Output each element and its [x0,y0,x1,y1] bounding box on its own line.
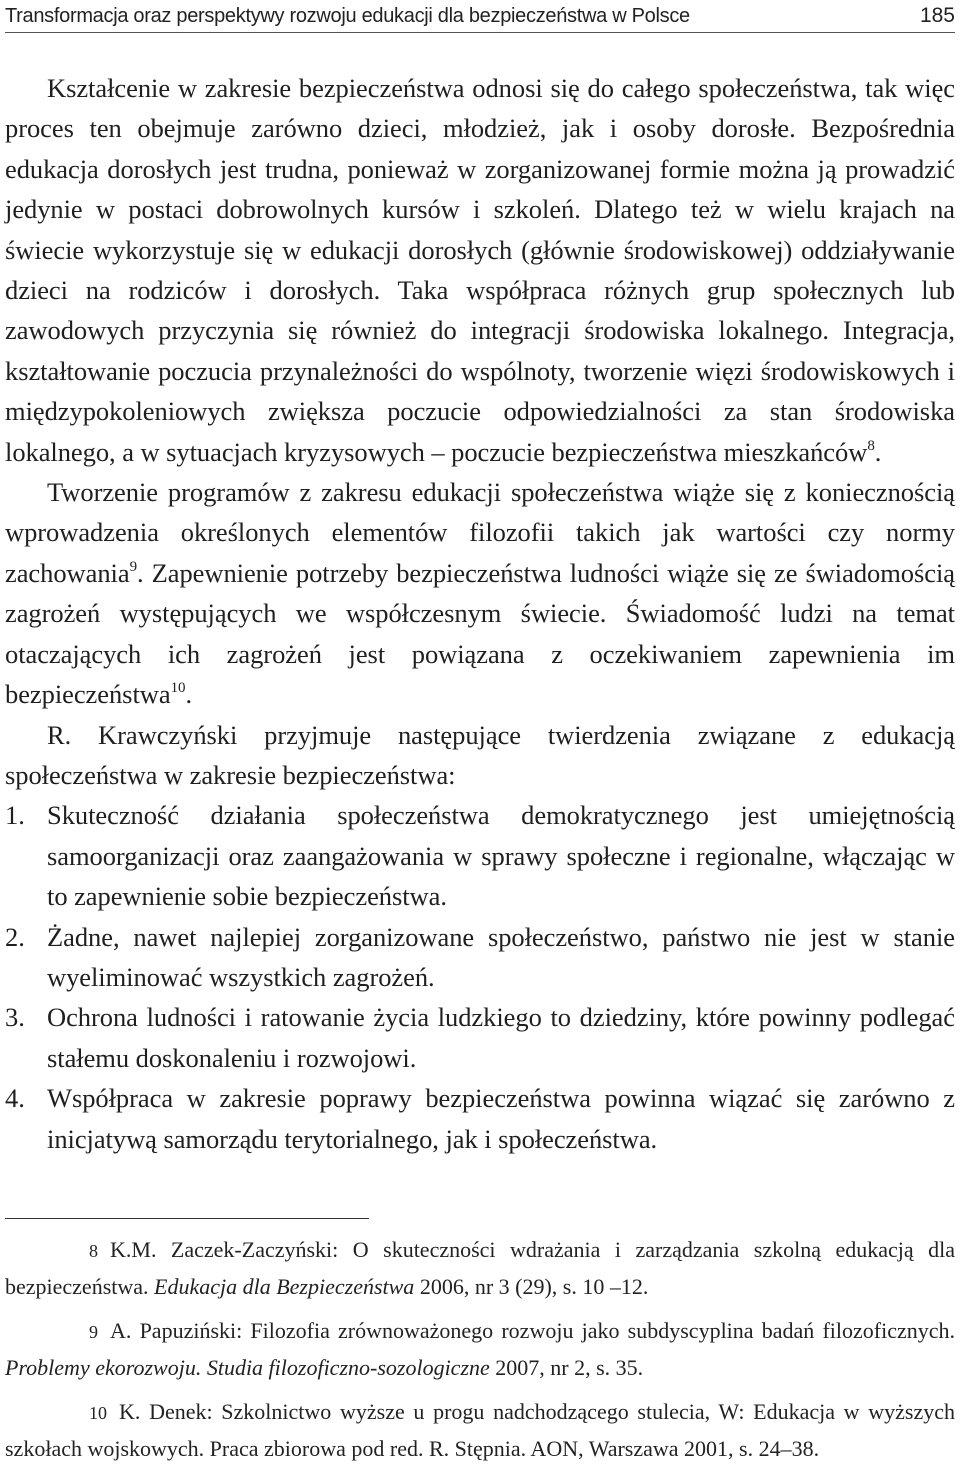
main-text [5,68,955,1159]
list-item-text: Ochrona ludności i ratowanie życia ludzkiego to dziedziny, które powinny podlegać stałemu doskonaleniu i rozwojowi. [47,1002,955,1073]
footnote-separator [5,1218,369,1219]
footnote-9 [5,1313,955,1385]
footnote-text: K.M. Zaczek-Zaczyński: O skuteczności wdrażania i zarządzania szkolną edukacją dla bezpieczeństwa. [5,1237,955,1299]
footnote-italic-title: Problemy ekorozwoju. Studia filozoficzno-sozologiczne [5,1355,490,1380]
footnotes [5,1232,955,1475]
footnote-number: 8 [89,1241,98,1261]
paragraph-2-end: . [185,679,193,710]
list-item-number: 3. [5,1002,25,1033]
paragraph-2 [5,472,955,714]
footnote-ref-8[interactable]: 8 [867,437,875,454]
paragraph-1-text: Kształcenie w zakresie bezpieczeństwa odnosi się do całego społeczeństwa, tak więc proces ten obejmuje zarówno dzieci, młodzież, jak i osoby dorosłe. Bezpośrednia edukacja dorosłych jest trudna, ponieważ w zorganizowanej formie można ją prowadzić jedynie w postaci dobrowolnych kursów i szkoleń. Dlatego też w wielu krajach na świecie wykorzystuje się w edukacji dorosłych (głównie środowiskowej) oddziaływanie dzieci na rodziców i dorosłych. Taka współpraca różnych grup społecznych lub zawodowych przyczynia się również do integracji środowiska lokalnego. Integracja, kształtowanie poczucia przynależności do wspólnoty, tworzenie więzi środowiskowych i międzypokoleniowych zwiększa poczucie odpowiedzialności za stan środowiska lokalnego, a w sytuacjach kryzysowych – poczucie bezpieczeństwa mieszkańców [5,73,955,467]
list-item [5,795,955,916]
list-item-number: 2. [5,921,25,952]
numbered-list [5,795,955,1159]
footnote-number: 10 [89,1403,107,1423]
footnote-text-end: 2006, nr 3 (29), s. 10 –12. [414,1274,649,1299]
page-number: 185 [919,4,955,27]
footnote-text: K. Denek: Szkolnictwo wyższe u progu nadchodzącego stulecia, W: Edukacja w wyższych szkołach wojskowych. Praca zbiorowa pod red. R. Stępnia. AON, Warszawa 2001, s. 24–38. [5,1399,955,1461]
footnote-italic-title: Edukacja dla Bezpieczeństwa [154,1274,415,1299]
footnote-10 [5,1394,955,1466]
list-item-number: 1. [5,800,25,831]
list-item-number: 4. [5,1083,25,1114]
list-item [5,917,955,998]
list-item-text: Żadne, nawet najlepiej zorganizowane społeczeństwo, państwo nie jest w stanie wyeliminować wszystkich zagrożeń. [47,921,955,992]
list-item [5,997,955,1078]
paragraph-3: R. Krawczyński przyjmuje następujące twierdzenia związane z edukacją społeczeństwa w zakresie bezpieczeństwa: [5,719,955,790]
footnote-ref-9[interactable]: 9 [129,558,138,575]
paragraph-1-end: . [874,436,882,467]
list-item [5,1078,955,1159]
list-item-text: Współpraca w zakresie poprawy bezpieczeństwa powinna wiązać się zarówno z inicjatywą samorządu terytorialnego, jak i społeczeństwa. [47,1083,955,1154]
paragraph-2-text-b: . Zapewnienie potrzeby bezpieczeństwa ludności wiąże się ze świadomością zagrożeń występujących we współczesnym świecie. Świadomość ludzi na temat otaczających ich zagrożeń jest powiązana z oczekiwaniem zapewnienia im bezpieczeństwa [5,557,955,710]
footnote-ref-10[interactable]: 10 [170,680,186,697]
list-item-text: Skuteczność działania społeczeństwa demokratycznego jest umiejętnością samoorganizacji oraz zaangażowania w sprawy społeczne i regionalne, włączając w to zapewnienie sobie bezpieczeństwa. [47,800,955,912]
paragraph-1 [5,68,955,472]
footnote-text: A. Papuziński: Filozofia zrównoważonego rozwoju jako subdyscyplina badań filozoficznych. [110,1318,955,1343]
paragraph-2-text-a: Tworzenie programów z zakresu edukacji społeczeństwa wiąże się z koniecznością wprowadzenia określonych elementów filozofii takich jak wartości czy normy zachowania [5,477,955,588]
footnote-8 [5,1232,955,1304]
running-title: Transformacja oraz perspektywy rozwoju edukacji dla bezpieczeństwa w Polsce [5,5,690,27]
footnote-number: 9 [89,1322,98,1342]
footnote-text-end: 2007, nr 2, s. 35. [489,1355,644,1380]
running-header [5,0,955,33]
